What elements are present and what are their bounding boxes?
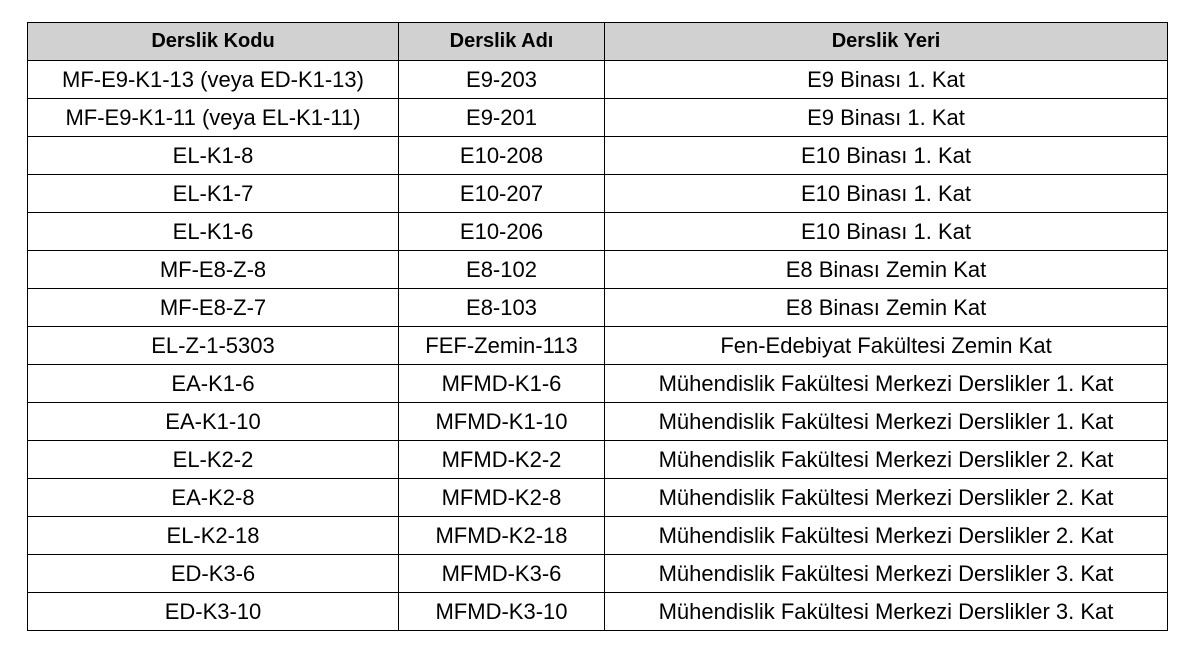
cell-derslik-adi: FEF-Zemin-113 — [399, 327, 605, 365]
cell-derslik-kodu: EA-K2-8 — [28, 479, 399, 517]
cell-derslik-yeri: Mühendislik Fakültesi Merkezi Derslikler 1. Kat — [605, 365, 1168, 403]
cell-derslik-adi: MFMD-K1-6 — [399, 365, 605, 403]
cell-derslik-yeri: E8 Binası Zemin Kat — [605, 251, 1168, 289]
cell-derslik-adi: E10-207 — [399, 175, 605, 213]
table-body — [28, 61, 1168, 631]
cell-derslik-yeri: Mühendislik Fakültesi Merkezi Derslikler 3. Kat — [605, 555, 1168, 593]
cell-derslik-kodu: EL-K1-8 — [28, 137, 399, 175]
table-row — [28, 441, 1168, 479]
cell-derslik-adi: E10-208 — [399, 137, 605, 175]
cell-derslik-yeri: E10 Binası 1. Kat — [605, 175, 1168, 213]
header-derslik-yeri: Derslik Yeri — [605, 23, 1168, 61]
cell-derslik-yeri: E10 Binası 1. Kat — [605, 137, 1168, 175]
cell-derslik-yeri: E10 Binası 1. Kat — [605, 213, 1168, 251]
cell-derslik-yeri: Mühendislik Fakültesi Merkezi Derslikler 3. Kat — [605, 593, 1168, 631]
cell-derslik-adi: E8-102 — [399, 251, 605, 289]
cell-derslik-adi: MFMD-K3-10 — [399, 593, 605, 631]
cell-derslik-kodu: MF-E9-K1-13 (veya ED-K1-13) — [28, 61, 399, 99]
table-row — [28, 555, 1168, 593]
cell-derslik-adi: E10-206 — [399, 213, 605, 251]
classroom-table — [27, 22, 1168, 631]
cell-derslik-yeri: Mühendislik Fakültesi Merkezi Derslikler 2. Kat — [605, 517, 1168, 555]
table-row — [28, 327, 1168, 365]
cell-derslik-kodu: EL-K1-6 — [28, 213, 399, 251]
table-row — [28, 213, 1168, 251]
table-row — [28, 99, 1168, 137]
cell-derslik-adi: E8-103 — [399, 289, 605, 327]
table-row — [28, 517, 1168, 555]
cell-derslik-kodu: EA-K1-6 — [28, 365, 399, 403]
table-row — [28, 365, 1168, 403]
cell-derslik-adi: E9-201 — [399, 99, 605, 137]
cell-derslik-adi: E9-203 — [399, 61, 605, 99]
table-header — [28, 23, 1168, 61]
cell-derslik-kodu: ED-K3-10 — [28, 593, 399, 631]
cell-derslik-yeri: Fen-Edebiyat Fakültesi Zemin Kat — [605, 327, 1168, 365]
header-derslik-adi: Derslik Adı — [399, 23, 605, 61]
table-row — [28, 61, 1168, 99]
cell-derslik-adi: MFMD-K2-18 — [399, 517, 605, 555]
cell-derslik-yeri: E9 Binası 1. Kat — [605, 61, 1168, 99]
table-row — [28, 175, 1168, 213]
cell-derslik-yeri: Mühendislik Fakültesi Merkezi Derslikler 1. Kat — [605, 403, 1168, 441]
table-row — [28, 403, 1168, 441]
cell-derslik-adi: MFMD-K2-2 — [399, 441, 605, 479]
header-derslik-kodu: Derslik Kodu — [28, 23, 399, 61]
cell-derslik-kodu: MF-E8-Z-8 — [28, 251, 399, 289]
cell-derslik-kodu: EL-K2-2 — [28, 441, 399, 479]
cell-derslik-kodu: ED-K3-6 — [28, 555, 399, 593]
table-row — [28, 479, 1168, 517]
cell-derslik-yeri: Mühendislik Fakültesi Merkezi Derslikler 2. Kat — [605, 479, 1168, 517]
cell-derslik-kodu: EL-K1-7 — [28, 175, 399, 213]
header-row — [28, 23, 1168, 61]
table-row — [28, 251, 1168, 289]
table-row — [28, 137, 1168, 175]
cell-derslik-adi: MFMD-K1-10 — [399, 403, 605, 441]
cell-derslik-kodu: EL-Z-1-5303 — [28, 327, 399, 365]
cell-derslik-yeri: E8 Binası Zemin Kat — [605, 289, 1168, 327]
table-row — [28, 593, 1168, 631]
cell-derslik-kodu: EL-K2-18 — [28, 517, 399, 555]
cell-derslik-kodu: MF-E8-Z-7 — [28, 289, 399, 327]
cell-derslik-kodu: EA-K1-10 — [28, 403, 399, 441]
cell-derslik-adi: MFMD-K3-6 — [399, 555, 605, 593]
cell-derslik-yeri: E9 Binası 1. Kat — [605, 99, 1168, 137]
cell-derslik-kodu: MF-E9-K1-11 (veya EL-K1-11) — [28, 99, 399, 137]
cell-derslik-yeri: Mühendislik Fakültesi Merkezi Derslikler 2. Kat — [605, 441, 1168, 479]
cell-derslik-adi: MFMD-K2-8 — [399, 479, 605, 517]
table-row — [28, 289, 1168, 327]
